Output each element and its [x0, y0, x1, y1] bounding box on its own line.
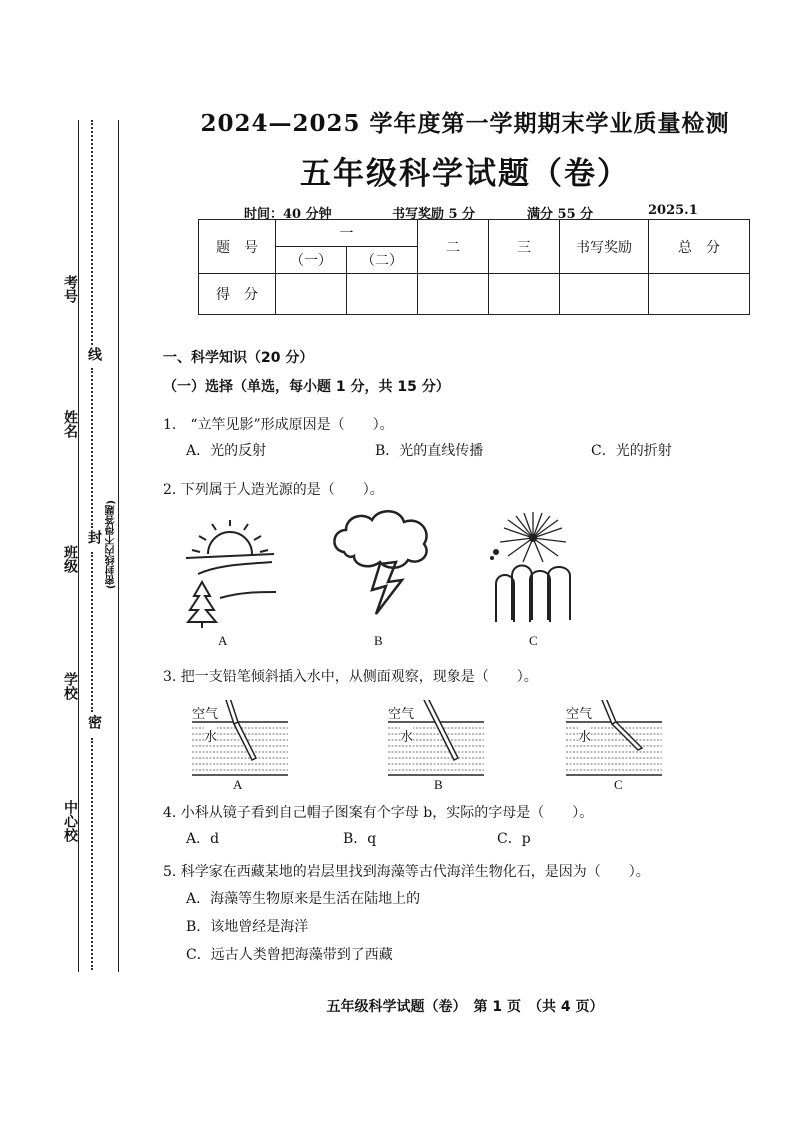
- q1-option-c: C．光的折射: [591, 443, 672, 459]
- air-label: 空气: [192, 707, 219, 722]
- pencil-figure-c: [566, 700, 662, 776]
- air-label: 空气: [566, 707, 593, 722]
- q1-option-b: B．光的直线传播: [375, 443, 484, 459]
- score-total: 总 分: [649, 220, 750, 274]
- q3-caption-a: A: [233, 777, 243, 792]
- exam-subtitle: 五年级科学试题（卷）: [300, 156, 630, 192]
- q4-option-a: A．d: [186, 831, 220, 847]
- seal-dotted-line: [91, 368, 93, 528]
- score-cell[interactable]: [649, 274, 750, 315]
- question-3: 3. 把一支铅笔倾斜插入水中，从侧面观察，现象是（ ）。: [163, 669, 538, 685]
- mark-secret: 密: [86, 715, 102, 729]
- q4-option-b: B．q: [343, 831, 377, 847]
- q4-option-c: C．p: [497, 831, 531, 847]
- score-part1-sub1: （一）: [276, 247, 347, 274]
- label-class: 班级: [62, 545, 78, 573]
- seal-dotted-line: [91, 552, 93, 712]
- mark-line: 线: [86, 347, 102, 361]
- fireworks-crowd-figure: [488, 510, 578, 622]
- seal-dotted-line: [91, 738, 93, 970]
- q2-caption-b: B: [374, 633, 383, 648]
- exam-title: 2024—2025 学年度第一学期期末学业质量检测: [200, 110, 730, 137]
- question-1: 1. “立竿见影”形成原因是（ ）。: [163, 417, 394, 433]
- sun-landscape-figure: [180, 520, 280, 628]
- label-school: 学校: [62, 672, 78, 700]
- score-cell[interactable]: [347, 274, 418, 315]
- mark-seal: 封: [86, 530, 102, 544]
- q5-option-b: B．该地曾经是海洋: [186, 919, 309, 935]
- question-5: 5. 科学家在西藏某地的岩层里找到海藻等古代海洋生物化石，是因为（ ）。: [163, 864, 650, 880]
- score-cell[interactable]: [560, 274, 649, 315]
- exam-date: 2025.1: [648, 203, 698, 218]
- score-row-label: 得 分: [199, 274, 276, 315]
- score-part2: 二: [418, 220, 489, 274]
- score-cell[interactable]: [276, 274, 347, 315]
- water-label: 水: [578, 726, 591, 745]
- exam-time: 时间：40 分钟: [244, 207, 332, 222]
- full-score: 满分 55 分: [527, 207, 594, 222]
- page-footer: 五年级科学试题（卷） 第 1 页 （共 4 页）: [326, 999, 604, 1015]
- subsection-title: （一）选择（单选，每小题 1 分，共 15 分）: [163, 379, 450, 395]
- air-label: 空气: [388, 707, 415, 722]
- q5-option-c: C．远古人类曾把海藻带到了西藏: [186, 947, 393, 963]
- score-bonus: 书写奖励: [560, 220, 649, 274]
- label-exam-number: 考号: [62, 275, 78, 303]
- q2-caption-a: A: [218, 633, 228, 648]
- pencil-figure-b: [388, 700, 484, 776]
- score-cell[interactable]: [489, 274, 560, 315]
- section-title: 一、科学知识（20 分）: [163, 350, 314, 366]
- seal-dotted-line: [91, 120, 93, 345]
- writing-bonus: 书写奖励 5 分: [392, 207, 476, 222]
- score-header-label: 题 号: [199, 220, 276, 274]
- q3-caption-b: B: [434, 777, 443, 792]
- water-label: 水: [400, 726, 413, 745]
- question-2: 2. 下列属于人造光源的是（ ）。: [163, 482, 384, 498]
- score-part1: 一: [276, 220, 418, 247]
- score-part1-sub2: （二）: [347, 247, 418, 274]
- q2-caption-c: C: [529, 633, 538, 648]
- q5-option-a: A．海藻等生物原来是生活在陆地上的: [186, 891, 421, 907]
- lightning-cloud-figure: [330, 508, 435, 623]
- label-center-school: 中心校: [62, 800, 78, 842]
- label-name: 姓名: [62, 410, 78, 438]
- pencil-figure-a: [192, 700, 288, 776]
- q3-caption-c: C: [614, 777, 623, 792]
- seal-note: (密封线内不得答题): [106, 500, 117, 590]
- water-label: 水: [204, 726, 217, 745]
- score-part3: 三: [489, 220, 560, 274]
- score-cell[interactable]: [418, 274, 489, 315]
- q1-option-a: A．光的反射: [186, 443, 267, 459]
- score-table: [198, 219, 750, 315]
- blank-line: [78, 120, 79, 972]
- question-4: 4. 小科从镜子看到自己帽子图案有个字母 b，实际的字母是（ ）。: [163, 805, 594, 821]
